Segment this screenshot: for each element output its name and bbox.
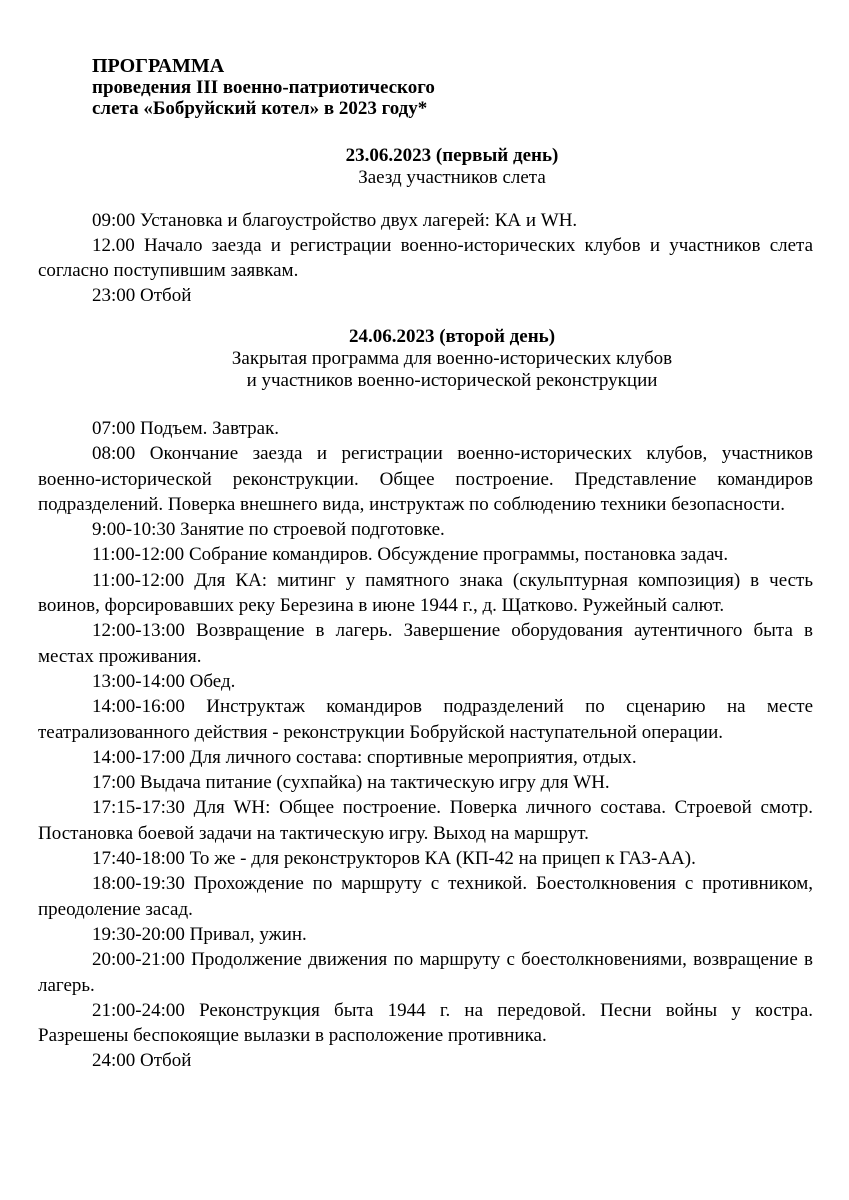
schedule-entry bbox=[38, 669, 813, 694]
entry-text: Для личного состава: спортивные мероприятия, отдых. bbox=[189, 746, 637, 768]
day-1-schedule bbox=[38, 208, 813, 308]
entry-text: Инструктаж командиров подразделений по сценарию на месте театрализованного действия - реконструкции Бобруйской наступательной операции. bbox=[38, 696, 814, 743]
entry-text: Для WH: Общее построение. Поверка личного состава. Строевой смотр. Постановка боевой задачи на тактическую игру. Выход на маршрут. bbox=[38, 797, 814, 844]
schedule-entry bbox=[38, 846, 813, 871]
day-1-heading bbox=[0, 145, 849, 189]
entry-text: Отбой bbox=[140, 1050, 192, 1072]
entry-time: 11:00-12:00 bbox=[92, 544, 185, 566]
entry-time: 21:00-24:00 bbox=[92, 999, 185, 1021]
entry-text: Выдача питание (сухпайка) на тактическую игру для WH. bbox=[140, 772, 610, 794]
entry-text: Продолжение движения по маршруту с боестолкновениями, возвращение в лагерь. bbox=[38, 949, 813, 996]
entry-text: Прохождение по маршруту с техникой. Боестолкновения с противником, преодоление засад. bbox=[38, 873, 813, 920]
schedule-entry bbox=[38, 517, 813, 542]
day-1-subheading: Заезд участников слета bbox=[358, 167, 546, 188]
schedule-entry bbox=[38, 542, 813, 567]
entry-time: 11:00-12:00 bbox=[92, 569, 185, 591]
entry-text: Установка и благоустройство двух лагерей: КА и WH. bbox=[140, 210, 578, 231]
schedule-entry bbox=[38, 208, 813, 233]
day-2-schedule bbox=[38, 416, 813, 1074]
day-1-date: 23.06.2023 (первый день) bbox=[345, 145, 559, 166]
schedule-entry bbox=[38, 922, 813, 947]
schedule-entry bbox=[38, 694, 813, 745]
entry-text: То же - для реконструкторов КА (КП-42 на прицеп к ГАЗ-АА). bbox=[189, 848, 696, 870]
entry-time: 14:00-17:00 bbox=[92, 746, 185, 768]
entry-time: 08:00 bbox=[92, 443, 136, 465]
entry-text: Начало заезда и регистрации военно-исторических клубов и участников слета согласно поступившим заявкам. bbox=[38, 235, 814, 281]
day-2-date: 24.06.2023 (второй день) bbox=[348, 326, 556, 347]
schedule-entry bbox=[38, 770, 813, 795]
entry-time: 12.00 bbox=[92, 235, 135, 256]
entry-text: Отбой bbox=[140, 285, 192, 306]
schedule-entry bbox=[38, 441, 813, 517]
entry-time: 24:00 bbox=[92, 1050, 136, 1072]
schedule-entry bbox=[38, 1048, 813, 1073]
entry-text: Обед. bbox=[189, 670, 236, 692]
entry-time: 23:00 bbox=[92, 285, 136, 306]
entry-text: Подъем. Завтрак. bbox=[140, 418, 280, 439]
entry-time: 9:00-10:30 bbox=[92, 519, 176, 541]
entry-time: 13:00-14:00 bbox=[92, 670, 185, 692]
entry-text: Собрание командиров. Обсуждение программы, постановка задач. bbox=[188, 544, 729, 566]
schedule-entry bbox=[38, 871, 813, 922]
schedule-entry bbox=[38, 568, 813, 619]
program-subtitle-line-1: проведения III военно-патриотического bbox=[92, 77, 435, 98]
schedule-entry bbox=[38, 745, 813, 770]
day-2-heading bbox=[0, 326, 849, 392]
entry-text: Для КА: митинг у памятного знака (скульптурная композиция) в честь воинов, форсировавших реку Березина в июне 1944 г., д. Щатково. Ружейный салют. bbox=[38, 569, 814, 617]
schedule-entry bbox=[38, 998, 813, 1049]
day-2-subheading-line-1: Закрытая программа для военно-исторических клубов bbox=[231, 348, 673, 369]
entry-time: 17:00 bbox=[92, 772, 136, 794]
day-2-subheading-line-2: и участников военно-исторической реконструкции bbox=[246, 370, 658, 391]
schedule-entry bbox=[38, 947, 813, 998]
entry-text: Занятие по строевой подготовке. bbox=[180, 519, 445, 541]
schedule-entry bbox=[38, 416, 813, 441]
schedule-entry bbox=[38, 795, 813, 846]
entry-time: 19:30-20:00 bbox=[92, 923, 185, 945]
schedule-entry bbox=[38, 283, 813, 308]
entry-time: 17:15-17:30 bbox=[92, 797, 185, 819]
entry-time: 14:00-16:00 bbox=[92, 696, 185, 718]
entry-text: Реконструкция быта 1944 г. на передовой. Песни войны у костра. Разрешены беспокоящие вылазки в расположение противника. bbox=[38, 999, 814, 1047]
entry-time: 20:00-21:00 bbox=[92, 949, 185, 971]
entry-time: 07:00 bbox=[92, 418, 136, 439]
program-title-block bbox=[92, 56, 435, 119]
program-subtitle-line-2: слета «Бобруйский котел» в 2023 году* bbox=[92, 98, 428, 119]
entry-time: 09:00 bbox=[92, 210, 136, 231]
schedule-entry bbox=[38, 618, 813, 669]
entry-text: Привал, ужин. bbox=[189, 923, 307, 945]
entry-time: 17:40-18:00 bbox=[92, 848, 185, 870]
entry-time: 12:00-13:00 bbox=[92, 620, 185, 642]
program-title: ПРОГРАММА bbox=[92, 55, 225, 77]
entry-text: Возвращение в лагерь. Завершение оборудования аутентичного быта в местах проживания. bbox=[38, 620, 813, 667]
entry-text: Окончание заезда и регистрации военно-исторических клубов, участников военно-исторической реконструкции. Общее построение. Представление командиров подразделений. Поверка внешнего вида, инструктаж по соблюдению техники безопасности. bbox=[38, 443, 813, 515]
entry-time: 18:00-19:30 bbox=[92, 873, 185, 895]
schedule-entry bbox=[38, 233, 813, 283]
